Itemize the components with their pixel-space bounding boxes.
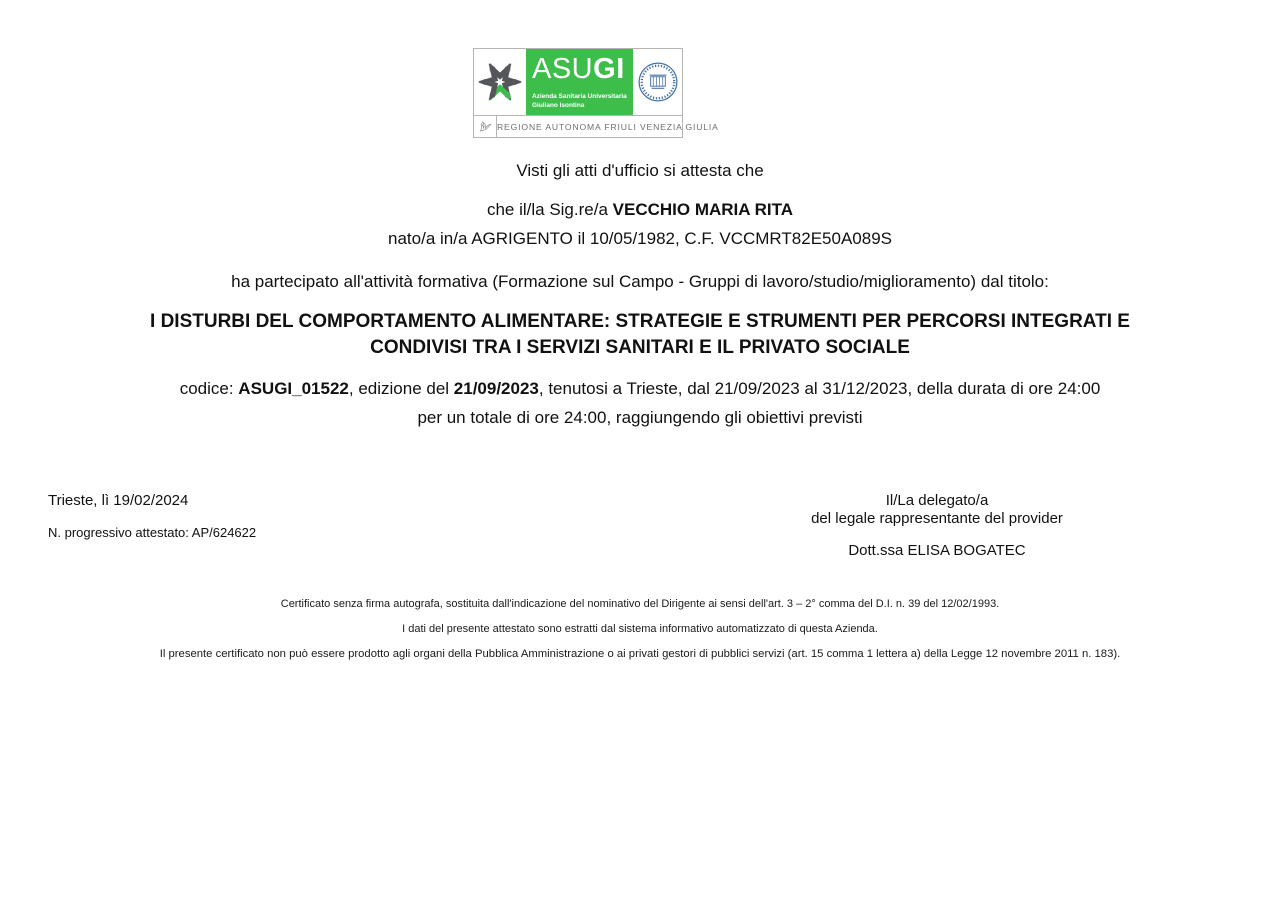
region-eagle-icon — [474, 116, 497, 137]
recipient-prefix: che il/la Sig.re/a — [486, 200, 613, 219]
course-title-line2: CONDIVISI TRA I SERVIZI SANITARI E IL PRIVATO SOCIALE — [370, 337, 910, 358]
logo-subtitle-line1: Azienda Sanitaria Universitaria — [532, 92, 627, 100]
logo-acronym-bold: GI — [593, 53, 625, 85]
disclaimer-line-2: I dati del presente attestato sono estratti dal sistema informativo automatizzato di questa Azienda. — [402, 623, 878, 635]
course-code-line — [0, 379, 1280, 399]
edition-date: 21/09/2023 — [453, 379, 539, 398]
intro-line: Visti gli atti d'ufficio si attesta che — [516, 161, 764, 180]
progressive-number: N. progressivo attestato: AP/624622 — [48, 525, 257, 540]
edition-label: , edizione del — [348, 379, 454, 398]
code-value: ASUGI_01522 — [238, 379, 349, 398]
birth-line: nato/a in/a AGRIGENTO il 10/05/1982, C.F. VCCMRT82E50A089S — [388, 229, 892, 248]
total-hours-line: per un totale di ore 24:00, raggiungendo gli obiettivi previsti — [417, 408, 863, 427]
region-bar-label: REGIONE AUTONOMA FRIULI VENEZIA GIULIA — [497, 121, 719, 132]
logo-subtitle — [532, 92, 627, 110]
signature-block — [772, 492, 1102, 560]
signature-role-line1: Il/La delegato/a — [885, 492, 989, 509]
course-title — [0, 309, 1280, 361]
asugi-star-icon — [474, 49, 526, 115]
asugi-logo — [473, 48, 719, 138]
logo-top-row — [474, 49, 682, 115]
logo-acronym — [532, 55, 628, 84]
recipient-line — [0, 200, 1280, 220]
signature-role-line2: del legale rappresentante del provider — [811, 510, 1063, 527]
recipient-name: VECCHIO MARIA RITA — [612, 200, 794, 219]
logo-acronym-light: ASU — [532, 53, 594, 85]
participation-line: ha partecipato all'attività formativa (Formazione sul Campo - Gruppi di lavoro/studio/miglioramento) dal titolo: — [231, 272, 1049, 291]
disclaimer-line-3: Il presente certificato non può essere prodotto agli organi della Pubblica Amministrazione o ai privati gestori di pubblici servizi (art. 15 comma 1 lettera a) della Legge 12 novembre 2011 n. 183). — [159, 648, 1121, 660]
university-seal-icon — [633, 49, 682, 115]
issue-block — [48, 492, 256, 541]
code-label: codice: — [179, 379, 239, 398]
region-bar — [474, 115, 719, 137]
course-title-line1: I DISTURBI DEL COMPORTAMENTO ALIMENTARE: STRATEGIE E STRUMENTI PER PERCORSI INTEGRATI E — [150, 311, 1130, 332]
signatory-name: Dott.ssa ELISA BOGATEC — [848, 542, 1026, 559]
course-details-rest: , tenutosi a Trieste, dal 21/09/2023 al 31/12/2023, della durata di ore 24:00 — [538, 379, 1101, 398]
disclaimer-line-1: Certificato senza firma autografa, sostituita dall'indicazione del nominativo del Dirigente ai sensi dell'art. 3 – 2° comma del D.I. n. 39 del 12/02/1993. — [280, 598, 1000, 610]
logo-subtitle-line2: Giuliano Isontina — [532, 101, 585, 109]
logo-green-panel — [526, 49, 633, 115]
place-date: Trieste, lì 19/02/2024 — [48, 492, 189, 509]
